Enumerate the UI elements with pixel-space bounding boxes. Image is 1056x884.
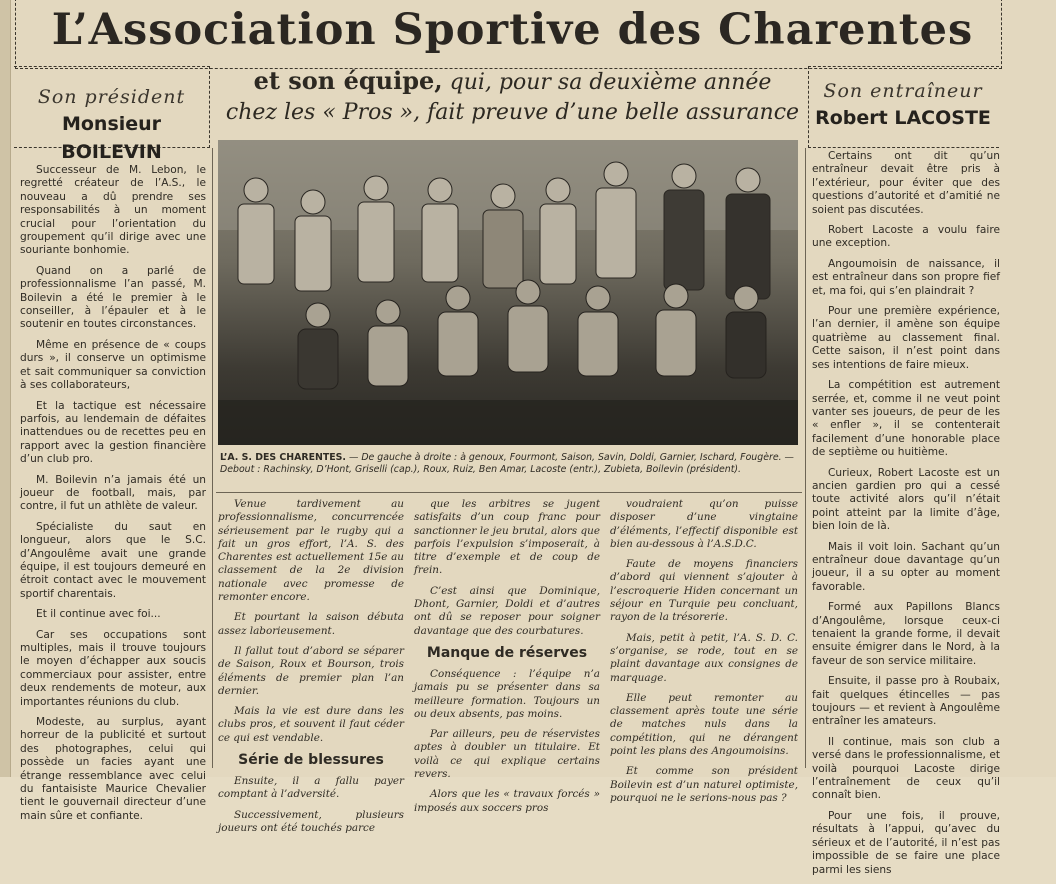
left-para: Modeste, au surplus, ayant horreur de la publicité et surtout des photographes, celui qui possède un facies ayant une étrange ressemblance avec celui du fantaisiste Maurice Chevalier tient le gouvernail directeur d’une main sûre et confiante. <box>20 716 206 822</box>
column-rule-right <box>805 148 806 768</box>
mid1-para: Successivement, plusieurs joueurs ont été touchés parce <box>218 808 404 834</box>
left-para: Quand on a parlé de professionnalisme l’an passé, M. Boilevin a été le premier à le conseiller, à l’épauler et à le soutenir en toutes circonstances. <box>20 264 206 331</box>
right-para: Robert Lacoste a voulu faire une exception. <box>812 224 1000 250</box>
president-header <box>14 84 209 166</box>
mid2-para: que les arbitres se jugent satisfaits d’un coup franc pour sanctionner le jeu brutal, alors que parfois l’expulsion s’imposerait, à titre d’exemple et de coup de frein. <box>414 498 600 577</box>
left-column <box>20 164 206 830</box>
subtitle-line2: chez les « Pros », fait preuve d’une belle assurance <box>225 100 800 125</box>
mid1-para: Venue tardivement au professionnalisme, concurrencée sérieusement par le rugby qui a fait un gros effort, l’A. S. des Charentes est actuellement 15e au classement de la 2e division nationale avec promesse de remonter encore. <box>218 498 404 604</box>
right-column <box>812 150 1000 884</box>
page-edge <box>0 0 11 777</box>
mid3-para: Mais, petit à petit, l’A. S. D. C. s’organise, se rode, tout en se plaint davantage aux consignes de marquage. <box>610 631 798 684</box>
right-para: La compétition est autrement serrée, et, comme il ne veut point vanter ses joueurs, de peur de les « enfler », il se contenterait facilement d’une honorable place de septième ou huitième. <box>812 379 1000 459</box>
mid3-para: Et comme son président Boilevin est d’un naturel optimiste, pourquoi ne le serions-nous pas ? <box>610 765 798 804</box>
left-para: M. Boilevin n’a jamais été un joueur de football, mais, par contre, il fut un athlète de valeur. <box>20 473 206 513</box>
president-name: Monsieur BOILEVIN <box>61 113 162 163</box>
mid2-para: C’est ainsi que Dominique, Dhont, Garnier, Doldi et d’autres ont dû se reposer pour soigner davantage que des courbatures. <box>414 584 600 637</box>
photo-caption <box>220 452 800 476</box>
left-para: Et il continue avec foi... <box>36 608 161 621</box>
caption-text: — De gauche à droite : à genoux, Fourmont, Saison, Savin, Doldi, Garnier, Ischard, Fougère. — Debout : Rachinsky, D’Hont, Griselli (cap.), Roux, Ruiz, Ben Amar, Lacoste (entr.), Zubieta, Boilevin (président). <box>220 452 794 476</box>
mid2-para: Par ailleurs, peu de réservistes aptes à doubler un titulaire. Et voilà ce qui explique certains revers. <box>414 728 600 781</box>
right-para: Mais il voit loin. Sachant qu’un entraîneur doue davantage qu’un joueur, il a su opter au moment favorable. <box>812 540 1000 593</box>
right-para: Formé aux Papillons Blancs d’Angoulême, lorsque ceux-ci tenaient la grande forme, il devait ensuite émigrer dans le Nord, à la faveur de son service militaire. <box>812 601 1000 667</box>
left-para: Car ses occupations sont multiples, mais il trouve toujours le moyen d’échapper aux soucis commerciaux pour assister, entre deux rendements de moteur, aux importantes réunions du club. <box>20 628 206 708</box>
subtitle <box>225 66 800 128</box>
president-role: Son président <box>37 86 186 108</box>
left-para: Spécialiste du saut en longueur, alors que le S.C. d’Angoulême avait une grande équipe, il est toujours demeuré en étroit contact avec le mouvement sportif charentais. <box>20 520 206 600</box>
coach-role: Son entraîneur <box>823 80 983 102</box>
caption-rule <box>216 492 802 493</box>
right-para: Ensuite, il passe pro à Roubaix, fait quelques étincelles — pas toujours — et revient à Angoulême entraîner les amateurs. <box>812 675 1000 728</box>
subtitle-bold: et son équipe, <box>253 66 443 95</box>
headline-frame <box>15 0 1002 69</box>
mid3-para: voudraient qu’on puisse disposer d’une vingtaine d’éléments, l’effectif disponible est bien au-dessous à l’A.S.D.C. <box>610 498 798 550</box>
team-photo <box>218 140 798 445</box>
coach-header <box>808 78 998 132</box>
subtitle-line1: qui, pour sa deuxième année <box>442 70 772 95</box>
middle-column-1 <box>218 498 404 842</box>
middle-column-3 <box>610 498 798 812</box>
headline: L’Association Sportive des Charentes <box>51 5 974 55</box>
mid1-para: Mais la vie est dure dans les clubs pros, et souvent il faut céder ce qui est vendable. <box>218 705 404 744</box>
right-para: Curieux, Robert Lacoste est un ancien gardien pro qui a cessé toute activité alors qu’il n’était point atteint par la limite d’âge, bien loin de là. <box>812 466 1000 533</box>
caption-team: L’A. S. DES CHARENTES. <box>220 452 346 463</box>
mid2-para: Conséquence : l’équipe n’a jamais pu se présenter dans sa meilleure formation. Toujours un ou deux absents, pas moins. <box>414 667 600 720</box>
left-para: Même en présence de « coups durs », il conserve un optimisme et sait communiquer sa conviction à ses collaborateurs, <box>20 338 206 392</box>
team-photo-figures <box>218 140 798 445</box>
mid2-heading: Manque de réserves <box>426 644 588 661</box>
mid2-para: Alors que les « travaux forcés » imposés aux soccers pros <box>414 788 600 814</box>
column-rule-left <box>212 148 213 768</box>
mid3-para: Faute de moyens financiers d’abord qui viennent s’ajouter à l’escroquerie Hiden concernant un séjour en Turquie peu concluant, rayon de la trésorerie. <box>610 558 798 624</box>
right-para: Certains ont dit qu’un entraîneur devait être pris à l’extérieur, pour éviter que des questions d’autorité et d’amitié ne soient pas discutées. <box>812 150 1000 216</box>
coach-name: Robert LACOSTE <box>815 107 991 129</box>
mid1-heading: Série de blessures <box>238 752 384 769</box>
mid1-para: Ensuite, il a fallu payer comptant à l’adversité. <box>218 775 404 801</box>
mid1-para: Et pourtant la saison débuta assez laborieusement. <box>218 611 404 637</box>
mid1-para: Il fallut tout d’abord se séparer de Saison, Roux et Bourson, trois éléments de premier plan l’an dernier. <box>218 644 404 697</box>
right-para: Pour une première expérience, l’an dernier, il amène son équipe quatrième au classement final. Cette saison, il n’est point dans ses intentions de faire mieux. <box>812 305 1000 371</box>
right-para: Angoumoisin de naissance, il est entraîneur dans son propre fief et, ma foi, qui s’en plaindrait ? <box>812 257 1000 297</box>
middle-column-2 <box>414 498 600 822</box>
mid3-para: Elle peut remonter au classement après toute une série de matches nuls dans la compétition, qui ne dérangent point les plans des Angoumoisins. <box>610 691 798 758</box>
right-para: Pour une fois, il prouve, résultats à l’appui, qu’avec du sérieux et de l’autorité, il n’est pas impossible de se faire une place parmi les siens <box>812 809 1000 876</box>
left-para: Successeur de M. Lebon, le regretté créateur de l’A.S., le nouveau a dû prendre ses responsabilités à un moment crucial pour l’orientation du groupement qu’il dirige avec une souriante bonhomie. <box>20 164 206 257</box>
left-para: Et la tactique est nécessaire parfois, au lendemain de défaites inattendues ou de recettes peu en rapport avec la gestion financière d’un club pro. <box>20 399 206 466</box>
right-para: Il continue, mais son club a versé dans le professionnalisme, et voilà pourquoi Lacoste dirige l’entraînement de ceux qu’il connaît bien. <box>812 735 1000 802</box>
